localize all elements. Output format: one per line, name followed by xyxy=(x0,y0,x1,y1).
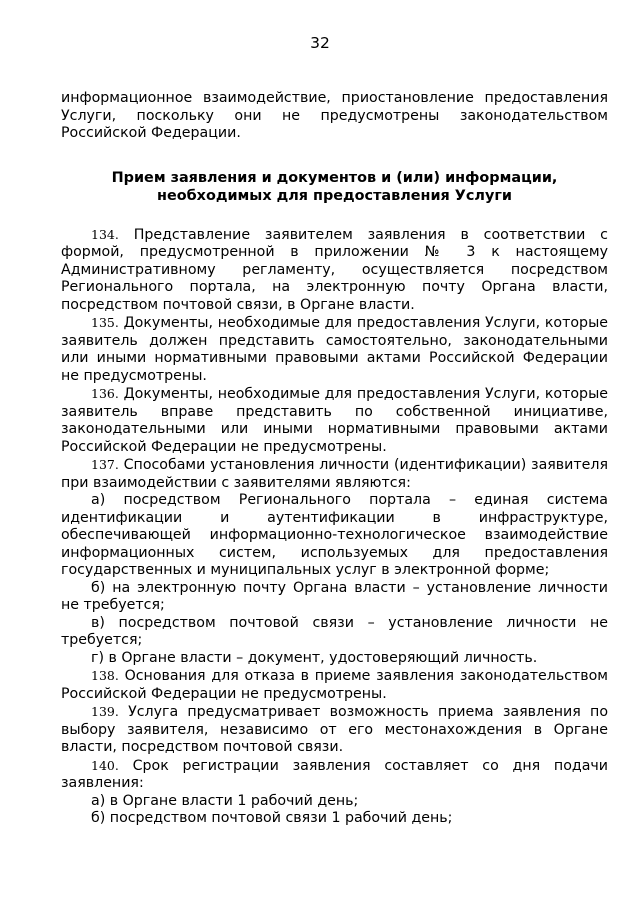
paragraph-number: 134. xyxy=(91,226,119,242)
paragraph-number: 136. xyxy=(91,386,119,401)
paragraph-135 xyxy=(61,314,608,385)
section-heading-line-1: Прием заявления и документов и (или) информации, xyxy=(111,169,558,186)
paragraph-139 xyxy=(61,703,608,757)
paragraph-text: г) в Органе власти – документ, удостоверяющий личность. xyxy=(91,649,538,666)
document-body xyxy=(61,90,608,828)
list-item-137-a xyxy=(61,492,608,580)
paragraph-137 xyxy=(61,456,608,492)
intro-paragraph: информационное взаимодействие, приостановление предоставления Услуги, поскольку они не предусмотрены законодательством Российской Федерации. xyxy=(61,90,608,141)
paragraph-text: Способами установления личности (идентификации) заявителя при взаимодействии с заявителями являются: xyxy=(61,457,608,491)
paragraph-number: 137. xyxy=(91,457,119,472)
paragraph-text: б) на электронную почту Органа власти – установление личности не требуется; xyxy=(61,579,608,613)
list-item-137-v xyxy=(61,615,608,650)
paragraph-number: 138. xyxy=(91,668,119,683)
list-item-137-g xyxy=(61,650,608,668)
page-number: 32 xyxy=(310,34,330,52)
paragraph-136 xyxy=(61,385,608,456)
paragraph-text: в) посредством почтовой связи – установление личности не требуется; xyxy=(61,614,608,648)
section-heading-line-2: необходимых для предоставления Услуги xyxy=(157,187,512,204)
list-item-137-b xyxy=(61,580,608,615)
paragraph-138 xyxy=(61,667,608,703)
list-item-140-b xyxy=(61,810,608,828)
paragraph-140 xyxy=(61,757,608,793)
paragraph-text: Срок регистрации заявления составляет со дня подачи заявления: xyxy=(61,757,608,791)
paragraph-text: Представление заявителем заявления в соответствии с формой, предусмотренной в приложении № 3 к настоящему Административному регламенту, осуществляется посредством Регионального портала, на электронную почту Органа власти, посредством почтовой связи, в Органе власти. xyxy=(61,226,608,313)
paragraph-number: 139. xyxy=(91,704,119,719)
paragraph-text: Основания для отказа в приеме заявления законодательством Российской Федерации не предусмотрены. xyxy=(61,668,608,702)
paragraph-text: Документы, необходимые для предоставления Услуги, которые заявитель вправе представить по собственной инициативе, законодательными или иными нормативными правовыми актами Российской Федерации не предусмотрены. xyxy=(61,386,608,455)
paragraph-text: б) посредством почтовой связи 1 рабочий день; xyxy=(91,810,453,826)
paragraph-text: а) посредством Регионального портала – единая система идентификации и аутентификации в инфраструктуре, обеспечивающей информационно-технологическое взаимодействие информационных систем, используемых для предоставления государственных и муниципальных услуг в электронной форме; xyxy=(61,492,608,578)
paragraph-134 xyxy=(61,226,608,315)
section-heading xyxy=(61,169,608,205)
paragraph-number: 135. xyxy=(91,315,119,330)
paragraph-number: 140. xyxy=(91,757,119,773)
list-item-140-a xyxy=(61,793,608,811)
paragraph-text: Услуга предусматривает возможность приема заявления по выбору заявителя, независимо от его местонахождения в Органе власти, посредством почтовой связи. xyxy=(61,704,608,755)
paragraph-text: а) в Органе власти 1 рабочий день; xyxy=(91,792,359,809)
paragraph-text: Документы, необходимые для предоставления Услуги, которые заявитель должен представить самостоятельно, законодательными или иными нормативными правовыми актами Российской Федерации не предусмотрены. xyxy=(61,315,608,384)
